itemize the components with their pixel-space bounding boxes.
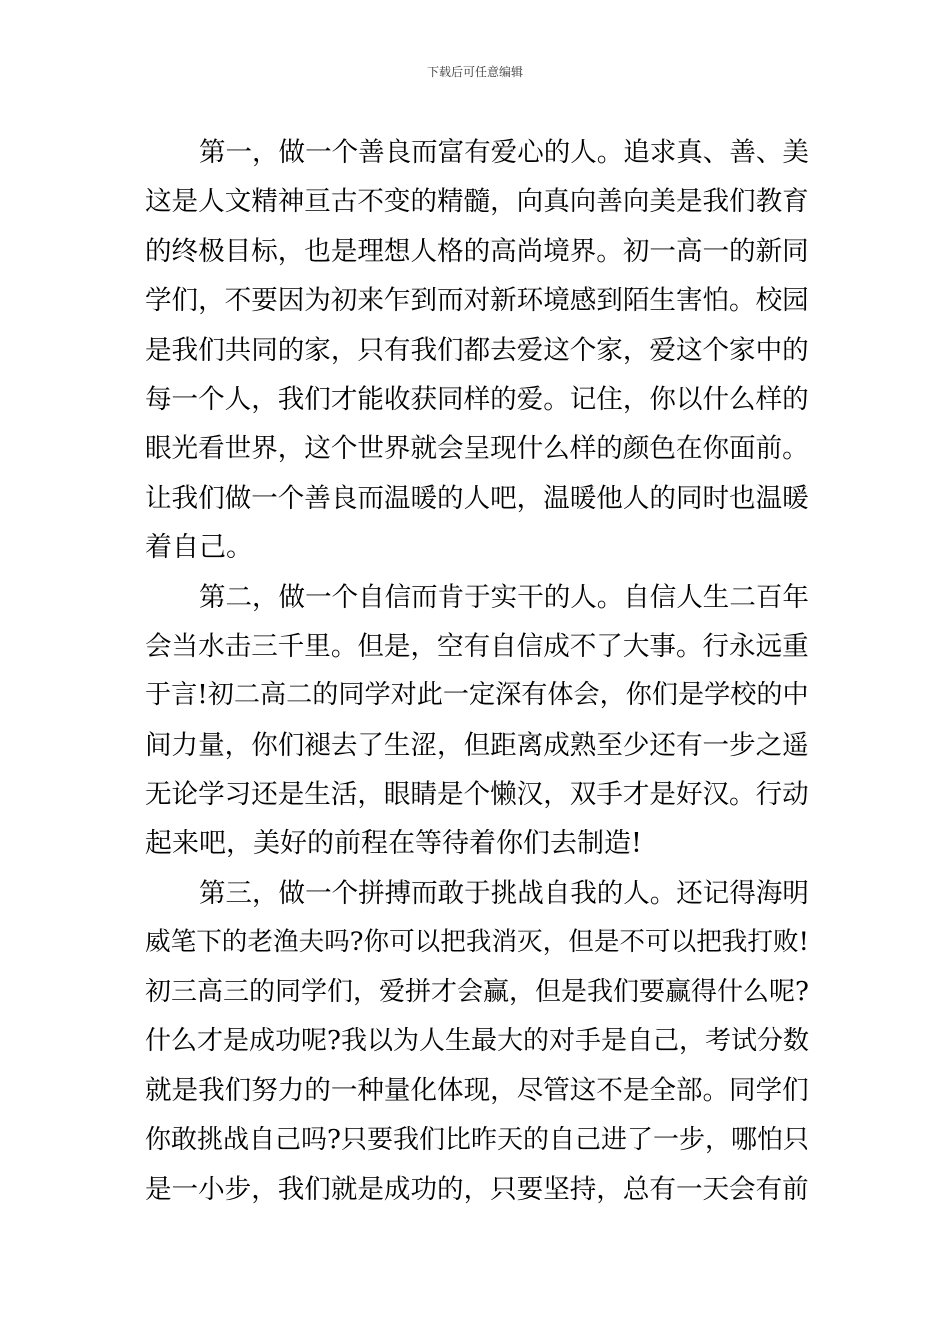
text-line: 着自己。 bbox=[145, 532, 253, 564]
text-line: 是我们共同的家，只有我们都去爱这个家，爱这个家中的 bbox=[145, 334, 809, 366]
text-line: 威笔下的老渔夫吗?你可以把我消灭，但是不可以把我打败! bbox=[145, 927, 809, 958]
text-line: 是一小步，我们就是成功的，只要坚持，总有一天会有前 bbox=[145, 1174, 809, 1206]
text-line: 无论学习还是生活，眼睛是个懒汉，双手才是好汉。行动 bbox=[145, 779, 809, 811]
text-line: 于言!初二高二的同学对此一定深有体会，你们是学校的中 bbox=[145, 680, 809, 711]
text-line: 眼光看世界，这个世界就会呈现什么样的颜色在你面前。 bbox=[145, 433, 809, 465]
text-line: 这是人文精神亘古不变的精髓，向真向善向美是我们教育 bbox=[145, 186, 809, 218]
text-line: 间力量，你们褪去了生涩，但距离成熟至少还有一步之遥 bbox=[145, 729, 809, 761]
text-line: 的终极目标，也是理想人格的高尚境界。初一高一的新同 bbox=[145, 235, 809, 267]
text-line: 让我们做一个善良而温暖的人吧，温暖他人的同时也温暖 bbox=[145, 482, 809, 514]
body-text bbox=[145, 128, 809, 1215]
text-line: 每一个人，我们才能收获同样的爱。记住，你以什么样的 bbox=[145, 383, 809, 415]
page-header: 下载后可任意编辑 bbox=[426, 65, 523, 79]
text-line: 第一，做一个善良而富有爱心的人。追求真、善、美 bbox=[199, 137, 809, 168]
text-line: 学们，不要因为初来乍到而对新环境感到陌生害怕。校园 bbox=[145, 285, 809, 317]
text-line: 起来吧，美好的前程在等待着你们去制造! bbox=[145, 828, 642, 860]
text-line: 初三高三的同学们，爱拼才会赢，但是我们要赢得什么呢? bbox=[145, 976, 809, 1007]
text-line: 第二，做一个自信而肯于实干的人。自信人生二百年 bbox=[199, 581, 809, 613]
text-line: 第三，做一个拼搏而敢于挑战自我的人。还记得海明 bbox=[199, 877, 809, 909]
text-line: 就是我们努力的一种量化体现，尽管这不是全部。同学们 bbox=[145, 1075, 809, 1107]
text-line: 会当水击三千里。但是，空有自信成不了大事。行永远重 bbox=[145, 630, 809, 662]
text-line: 你敢挑战自己吗?只要我们比昨天的自己进了一步，哪怕只 bbox=[145, 1124, 809, 1155]
text-line: 什么才是成功呢?我以为人生最大的对手是自己，考试分数 bbox=[145, 1026, 809, 1057]
